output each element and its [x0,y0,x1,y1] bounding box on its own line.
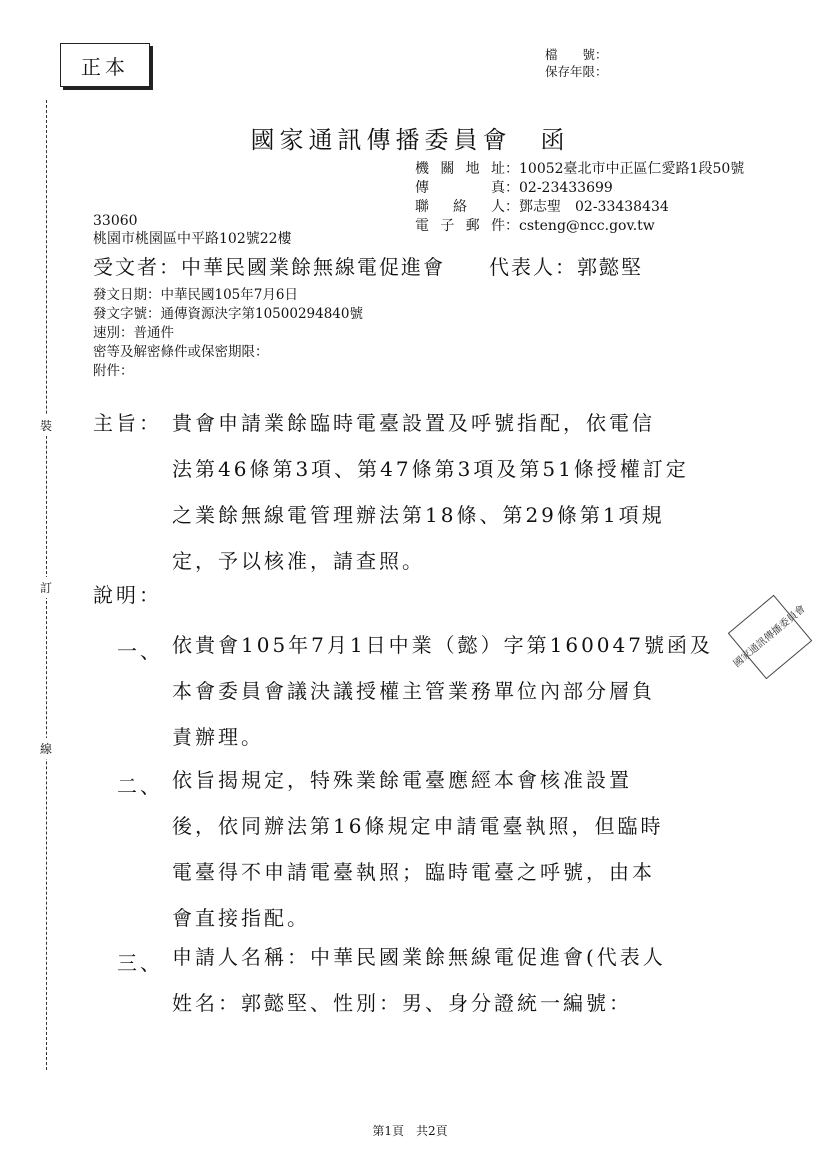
secrecy-level: 密等及解密條件或保密期限： [93,344,269,360]
subject-line: 之業餘無線電管理辦法第18條、第29條第1項規 [172,503,665,527]
document-number: 發文字號：通傳資源決字第10500294840號 [93,306,363,322]
contact-person-value: ：鄧志聖 02-33438434 [505,199,669,215]
binding-mark-3: 線 [40,738,52,759]
binding-mark-1: 裝 [40,415,52,436]
address-value: ：10052臺北市中正區仁愛路1段50號 [505,161,745,177]
item-1-text [172,622,713,760]
item-1-number: 一、 [117,639,163,663]
subject-line: 定，予以核准，請查照。 [172,549,425,573]
file-number-label: 檔 號： [545,47,608,62]
item-2-text [172,757,663,941]
email-value: ：csteng@ncc.gov.tw [505,218,655,234]
item-line: 會直接指配。 [172,906,310,930]
fax-key: 傳 真 [415,180,505,196]
subject-label: 主旨： [93,411,162,435]
speed-class: 速別：普通件 [93,325,174,341]
item-line: 電臺得不申請電臺執照；臨時電臺之呼號，由本 [172,860,655,884]
email-key: 電子郵件 [415,218,505,234]
original-copy-stamp: 正本 [60,43,150,87]
item-3-number: 三、 [117,951,163,975]
item-3-text [172,934,666,1026]
description-label: 說明： [93,583,162,607]
agency-seal-stamp: 國家通訊傳播委員會 [728,595,813,680]
recipient-line: 受文者：中華民國業餘無線電促進會 代表人：郭懿堅 [93,255,643,279]
item-line: 本會委員會議決議授權主管業務單位內部分層負 [172,679,655,703]
meta-block [93,286,363,381]
item-line: 依旨揭規定，特殊業餘電臺應經本會核准設置 [172,768,632,792]
postal-code: 33060 [93,213,138,229]
subject-line: 法第46條第3項、第47條第3項及第51條授權訂定 [172,457,689,481]
subject-text [172,400,689,584]
page-footer: 第1頁 共2頁 [372,1124,448,1138]
item-line: 後，依同辦法第16條規定申請電臺執照，但臨時 [172,814,664,838]
retention-period-label: 保存年限： [545,64,608,79]
attachments: 附件： [93,363,134,379]
contact-person-key: 聯 絡 人 [415,199,505,215]
item-line: 依貴會105年7月1日中業（懿）字第160047號函及 [172,633,713,657]
item-line: 責辦理。 [172,725,264,749]
document-title: 國家通訊傳播委員會 函 [250,126,570,154]
recipient-address: 桃園市桃園區中平路102號22樓 [93,231,292,247]
contact-block [415,160,744,236]
item-line: 申請人名稱：中華民國業餘無線電促進會(代表人 [172,945,666,969]
address-key: 機關地址 [415,161,505,177]
binding-mark-2: 訂 [40,577,52,598]
issue-date: 發文日期：中華民國105年7月6日 [93,287,298,303]
fax-value: ：02-23433699 [505,180,613,196]
subject-line: 貴會申請業餘臨時電臺設置及呼號指配，依電信 [172,411,655,435]
item-2-number: 二、 [117,774,163,798]
item-line: 姓名：郭懿堅、性別：男、身分證統一編號： [172,991,632,1015]
